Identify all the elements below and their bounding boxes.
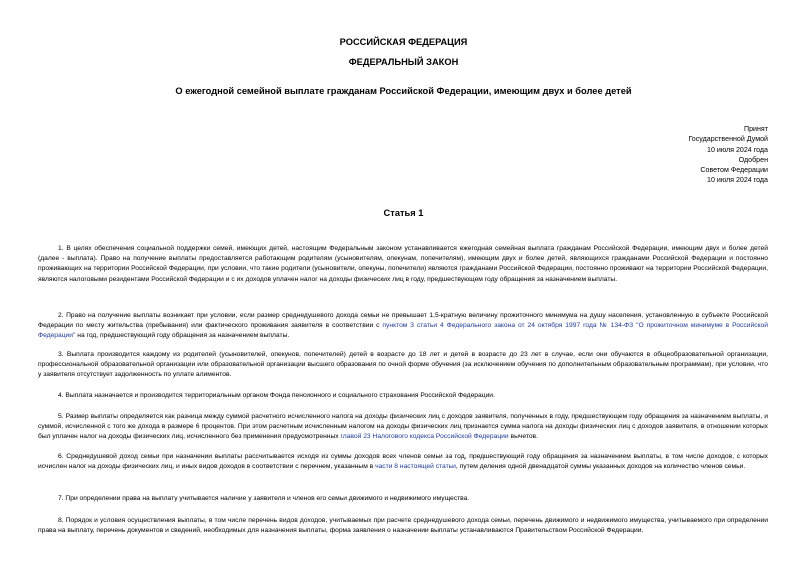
paragraph-6-text-end: , путем деления одной двенадцатой суммы указанных доходов на количество членов семьи. (455, 463, 746, 471)
paragraph-2-text-end: на год, предшествующий году обращения за назначением выплаты. (75, 332, 290, 340)
paragraph-5-text: 5. Размер выплаты определяется как разница между суммой расчетного исчисленного налога на доходы физических лиц с доходов заявителя, полученных в году, предшествующем году обращения за назначением выплаты, и суммой, исчисленной с того же дохода в размере 6 процентов. При этом расчетным исчисленным налогом на доходы физических лиц признается сумма налога на доходы физических лиц с доходов заявителя, в отношении которых был уплачен налог на доходы физических лиц, исчисленного без применения предусмотренных (38, 413, 768, 441)
paragraph-3: 3. Выплата производится каждому из родителей (усыновителей, опекунов, попечителей) детей в возрасте до 18 лет и детей в возрасте до 23 лет в случае, если они обучаются в общеобразовательной организации, профессиональной образовательной организации или образовательной организации высшего образования по очной форме обучения (за исключением обучения по дополнительным образовательным программам), при условии, что у заявителя отсутствует задолженность по уплате алиментов. (38, 351, 768, 379)
adoption-line: Принят (743, 125, 768, 133)
paragraph-4: 4. Выплата назначается и производится территориальным органом Фонда пенсионного и социального страхования Российской Федерации. (58, 392, 495, 399)
law-title: О ежегодной семейной выплате гражданам Российской Федерации, имеющим двух и более детей (175, 86, 632, 96)
part-8-link[interactable]: части 8 настоящей статьи (375, 463, 456, 471)
adoption-line: Советом Федерации (700, 166, 768, 175)
paragraph-8: 8. Порядок и условия осуществления выплаты, в том числе перечень видов доходов, учитываемых при расчете среднедушевого дохода семьи, перечень движимого и недвижимого имущества, учитываемого при определении права на выплату, перечень документов и сведений, необходимых для назначения выплаты, форма заявления о назначении выплаты устанавливаются Правительством Российской Федерации. (38, 517, 768, 535)
paragraph-1: 1. В целях обеспечения социальной поддержки семей, имеющих детей, настоящим Федеральным законом устанавливается ежегодная семейная выплата гражданам Российской Федерации, имеющим двух и более детей (далее - выплата). Право на получение выплаты предоставляется работающим родителям (усыновителям, опекунам, попечителям), имеющим двух и более детей, являющихся гражданами Российской Федерации и постоянно проживающих на территории Российской Федерации, при условии, что такие родители (усыновители, опекуны, попечители) являются гражданами Российской Федерации, постоянно проживают на территории Российской Федерации, являются налоговыми резидентами Российской Федерации и с их доходов уплачен налог на доходы физических лиц в году, предшествующем году обращения за назначением выплаты. (38, 245, 768, 283)
adoption-line: Государственной Думой (688, 135, 768, 144)
country-heading: РОССИЙСКАЯ ФЕДЕРАЦИЯ (339, 37, 468, 47)
paragraph-6-text: 6. Среднедушевой доход семьи при назначении выплаты рассчитывается исходя из суммы доходов всех членов семьи за год, предшествующий году обращения за назначением выплаты, в том числе доходов, с которых исчислен налог на доходы физических лиц, и иных видов доходов в соответствии с перечнем, указанным в (38, 453, 768, 471)
paragraph-5 (38, 412, 768, 443)
article-title: Статья 1 (383, 208, 424, 218)
adoption-line: 10 июля 2024 года (707, 145, 768, 154)
adoption-line: 10 июля 2024 года (707, 176, 768, 185)
paragraph-2-text: 2. Право на получение выплаты возникает при условии, если размер среднедушевого дохода семьи не превышает 1,5-кратную величину прожиточного минимума на душу населения, установленную в субъекте Российской Федерации по месту жительства (пребывания) или фактического проживания заявителя в соответствии с (38, 312, 768, 330)
paragraph-7: 7. При определении права на выплату учитывается наличие у заявителя и членов его семьи движимого и недвижимого имущества. (58, 495, 470, 502)
federal-law-134-link[interactable]: пунктом 3 статьи 4 Федерального закона от 24 октября 1997 года № 134-ФЗ "О прожиточном минимуме в Российской Федерации" (38, 322, 768, 340)
paragraph-2 (38, 311, 768, 342)
adoption-line: Одобрен (738, 155, 768, 164)
tax-code-chapter-23-link[interactable]: главой 23 Налогового кодекса Российской Федерации (340, 433, 509, 441)
paragraph-6 (38, 452, 768, 472)
adoption-block (688, 124, 768, 186)
paragraph-5-text-end: вычетов. (508, 433, 538, 441)
law-type-heading: ФЕДЕРАЛЬНЫЙ ЗАКОН (348, 57, 459, 67)
